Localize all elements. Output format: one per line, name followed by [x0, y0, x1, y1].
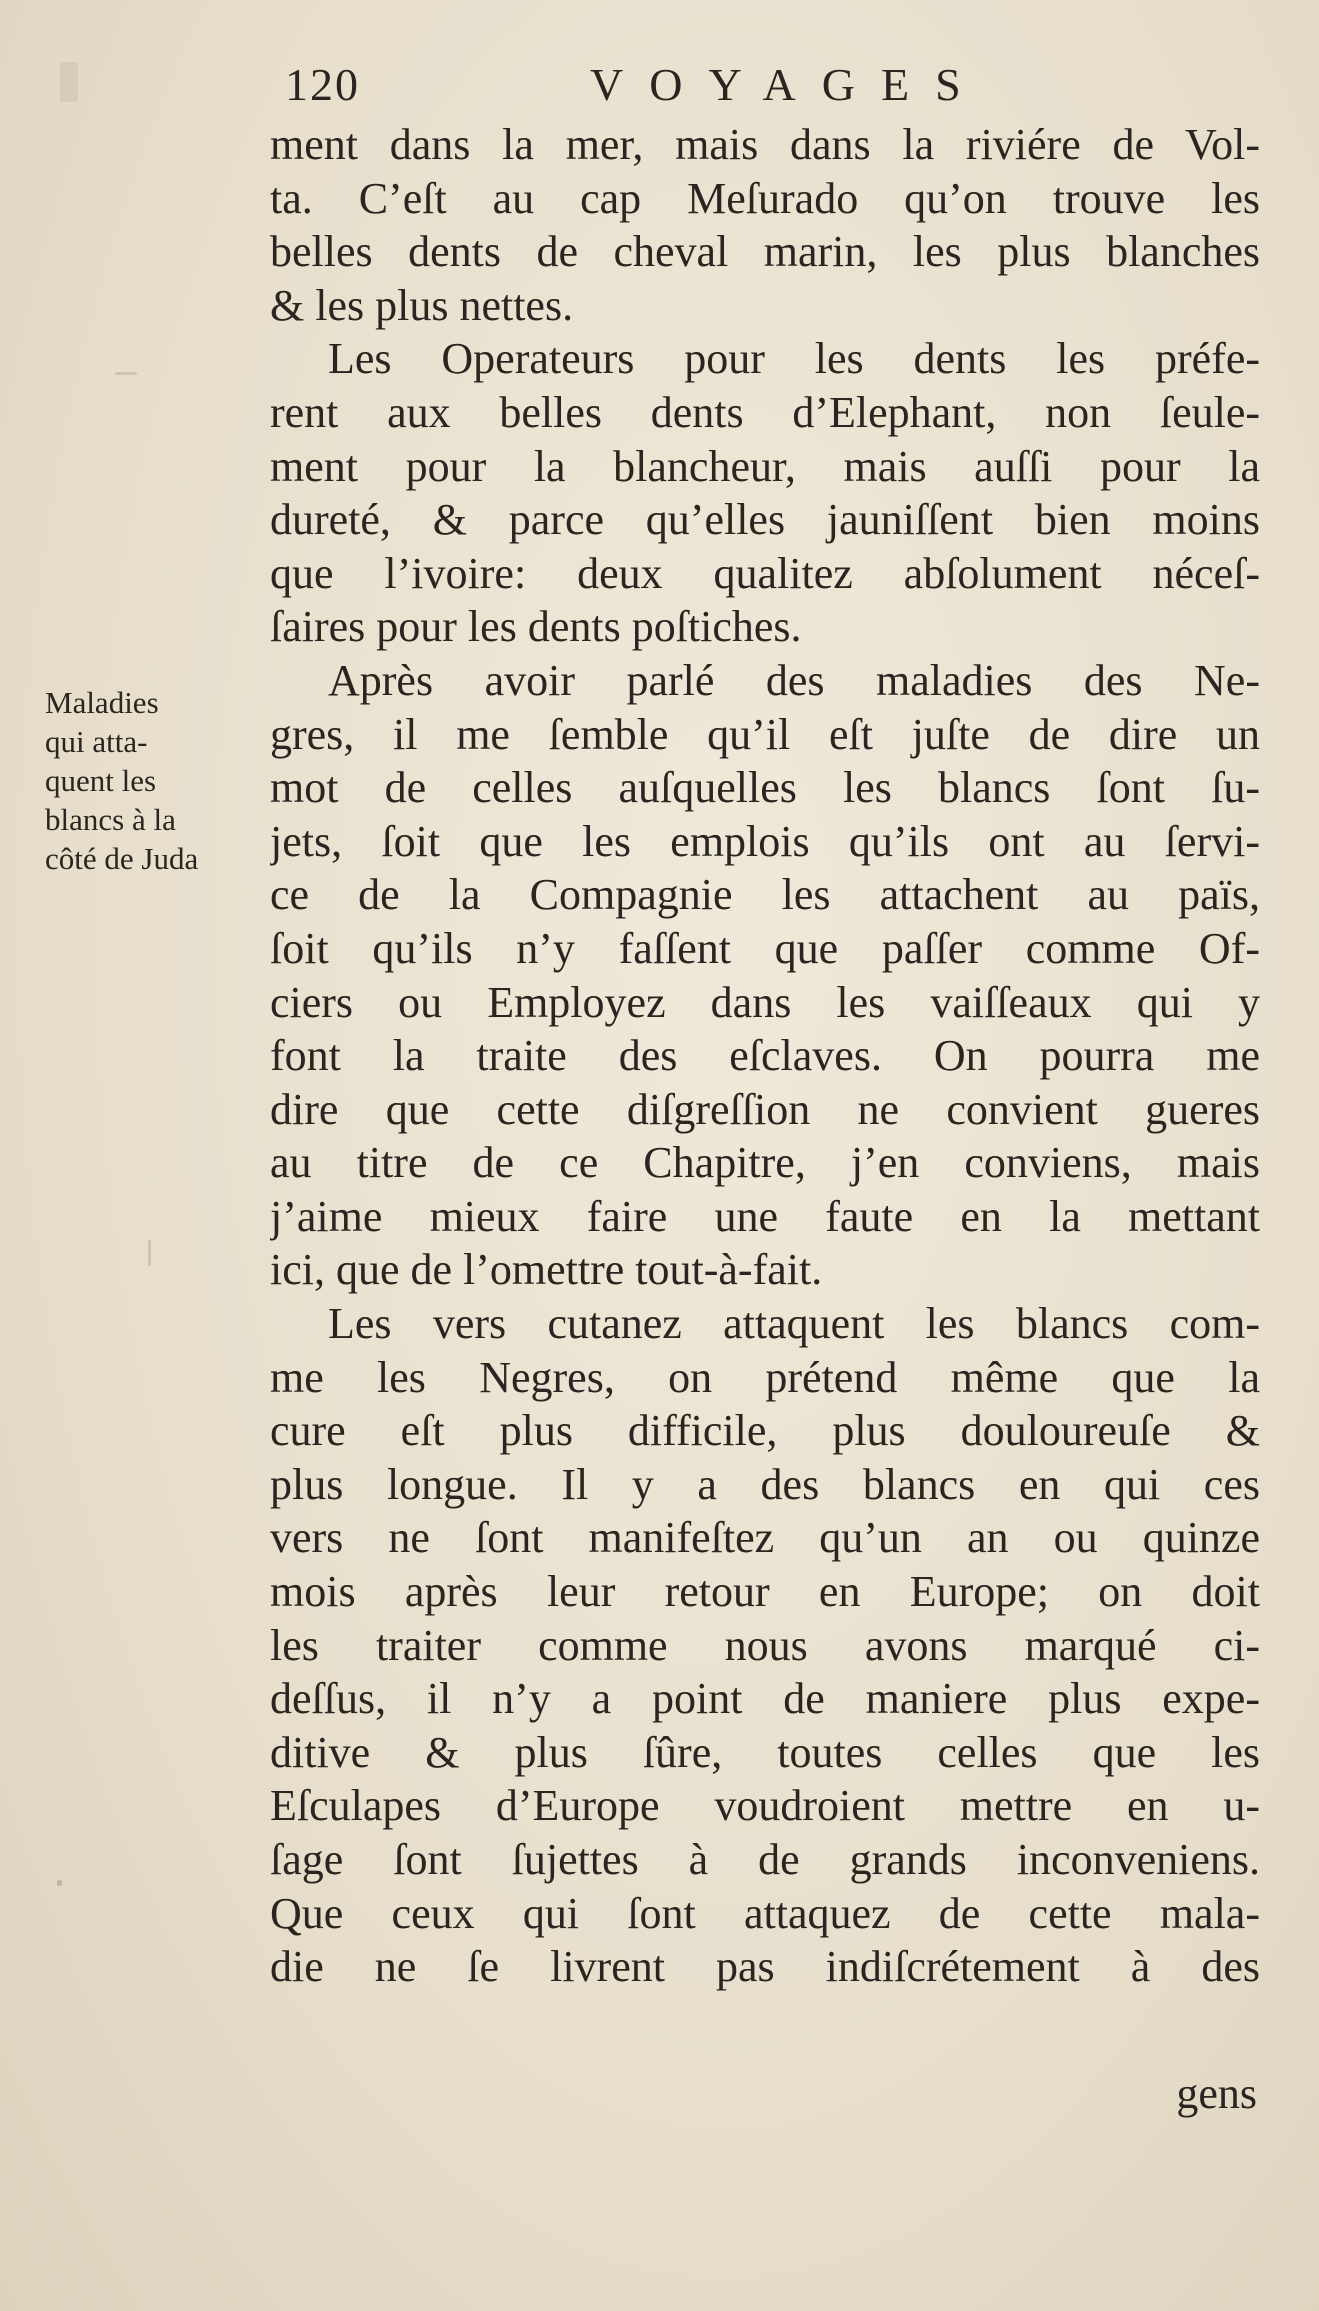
paper-stain: [57, 1880, 62, 1886]
running-title: VOYAGES: [590, 59, 987, 110]
text-line: mot de celles auſquelles les blancs ſont ſu-: [270, 763, 1260, 813]
text-line: die ne ſe livrent pas indiſcrétement à des: [270, 1942, 1260, 1992]
text-line: mois après leur retour en Europe; on doit: [270, 1567, 1260, 1617]
running-header: [285, 55, 1275, 115]
catchword: gens: [1176, 2069, 1257, 2118]
paragraph: [270, 118, 1260, 332]
text-line: ment pour la blancheur, mais auſſi pour la: [270, 441, 1260, 491]
text-line: deſſus, il n’y a point de maniere plus expe-: [270, 1674, 1260, 1724]
text-line: ment dans la mer, mais dans la riviére de Vol-: [270, 120, 1260, 169]
body-text: [270, 118, 1260, 1994]
margin-note-line: Maladies: [45, 685, 159, 720]
text-line: Eſculapes d’Europe voudroient mettre en u-: [270, 1781, 1260, 1831]
text-line: ta. C’eſt au cap Meſurado qu’on trouve les: [270, 173, 1260, 223]
paragraph: [270, 1297, 1260, 1994]
text-line: plus longue. Il y a des blancs en qui ces: [270, 1459, 1260, 1509]
text-line: ici, que de l’omettre tout-à-fait.: [270, 1245, 823, 1295]
text-line: j’aime mieux faire une faute en la mettant: [270, 1191, 1260, 1241]
text-line: ſoit qu’ils n’y faſſent que paſſer comme Of-: [270, 923, 1260, 973]
margin-note-line: qui atta-: [45, 724, 148, 759]
text-line: dureté, & parce qu’elles jauniſſent bien moins: [270, 495, 1260, 545]
paragraph: [270, 332, 1260, 654]
text-line: dire que cette diſgreſſion ne convient gueres: [270, 1084, 1260, 1134]
text-line: Après avoir parlé des maladies des Ne-: [328, 655, 1260, 705]
text-line: rent aux belles dents d’Elephant, non ſeule-: [270, 387, 1260, 437]
text-line: ce de la Compagnie les attachent au païs,: [270, 870, 1260, 920]
paragraph: [270, 654, 1260, 1297]
text-line: que l’ivoire: deux qualitez abſolument néceſ-: [270, 548, 1260, 598]
text-line: jets, ſoit que les emplois qu’ils ont au ſervi-: [270, 816, 1260, 866]
margin-note-line: quent les: [45, 763, 157, 798]
margin-note-line: blancs à la: [45, 802, 176, 837]
text-line: ſage ſont ſujettes à de grands inconveniens.: [270, 1835, 1260, 1884]
text-line: me les Negres, on prétend même que la: [270, 1352, 1260, 1402]
paper-stain: [115, 372, 137, 375]
text-line: ciers ou Employez dans les vaiſſeaux qui y: [270, 977, 1260, 1027]
margin-note-line: côté de Juda: [45, 841, 199, 876]
text-line: cure eſt plus difficile, plus douloureuſe &: [270, 1406, 1260, 1456]
page-number: 120: [285, 59, 360, 110]
text-line: Les vers cutanez attaquent les blancs com-: [328, 1299, 1260, 1349]
text-line: gres, il me ſemble qu’il eſt juſte de dire un: [270, 709, 1260, 759]
text-line: Les Operateurs pour les dents les préfe-: [328, 334, 1260, 384]
paper-stain: [148, 1240, 151, 1266]
text-line: au titre de ce Chapitre, j’en conviens, mais: [270, 1138, 1260, 1188]
text-line: ditive & plus ſûre, toutes celles que les: [270, 1727, 1260, 1777]
margin-note: [45, 683, 265, 878]
text-line: les traiter comme nous avons marqué ci-: [270, 1620, 1260, 1670]
text-line: vers ne ſont manifeſtez qu’un an ou quinze: [270, 1513, 1260, 1563]
text-line: font la traite des eſclaves. On pourra me: [270, 1031, 1260, 1081]
text-line: & les plus nettes.: [270, 280, 574, 330]
text-line: ſaires pour les dents poſtiches.: [270, 602, 802, 652]
text-line: belles dents de cheval marin, les plus blanches: [270, 227, 1260, 277]
text-line: Que ceux qui ſont attaquez de cette mala-: [270, 1888, 1260, 1938]
paper-stain: [60, 62, 78, 102]
